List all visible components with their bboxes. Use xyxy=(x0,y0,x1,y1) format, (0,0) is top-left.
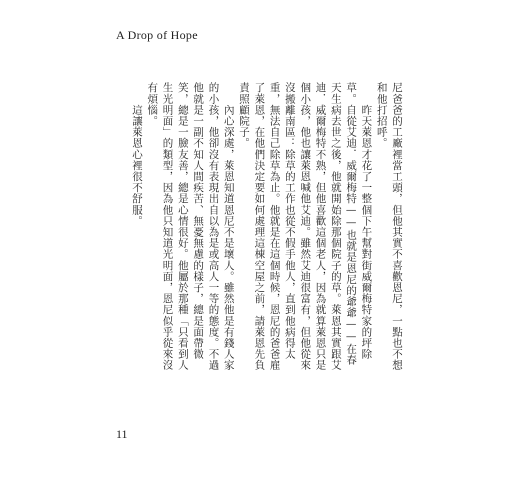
body-text xyxy=(130,82,404,372)
paragraph-4: 這讓萊恩心裡很不舒服。 xyxy=(130,82,143,227)
paragraph-1: 尼爸爸的工廠裡當工頭，但他其實不喜歡恩尼，一點也不想和他打招呼。 xyxy=(375,82,403,371)
page-number: 11 xyxy=(116,427,128,441)
paragraph-2: 昨天萊恩才花了一整個下午幫對街威爾梅特家的坪除草。自從艾迪．威爾梅特——也就是恩尼的爺爺——在春天生病去世之後，他就開始除那個院子的草。萊恩其實跟艾迪．威爾梅特不熟，但他喜歡這個老人，因為就算萊恩只是個小孩，他也讓萊恩喊他艾迪。雖然艾迪很富有，但他從來沒搬離南區：除草的工作也從不假手他人，直到他病得太重，無法自己除草為止。他就是在這個時候，恩尼的爸爸雇了萊恩，在他們決定要如何處理這棟空屋之前，請萊恩先負責照顧院子。 xyxy=(238,82,373,371)
paragraph-3: 內心深處，萊恩知道恩尼不是壞人。雖然他是有錢人家的小孩，他卻沒有表現出自以為是或高人一等的態度。不過他就是一副不知人間疾苦、無憂無慮的樣子，總是面帶微笑，總是一臉友善，總是心情很好。他屬於那種「只看到人生光明面」的類型，因為他只知道光明面，恩尼似乎從來沒有煩惱。 xyxy=(146,82,235,371)
running-head: A Drop of Hope xyxy=(116,28,198,42)
